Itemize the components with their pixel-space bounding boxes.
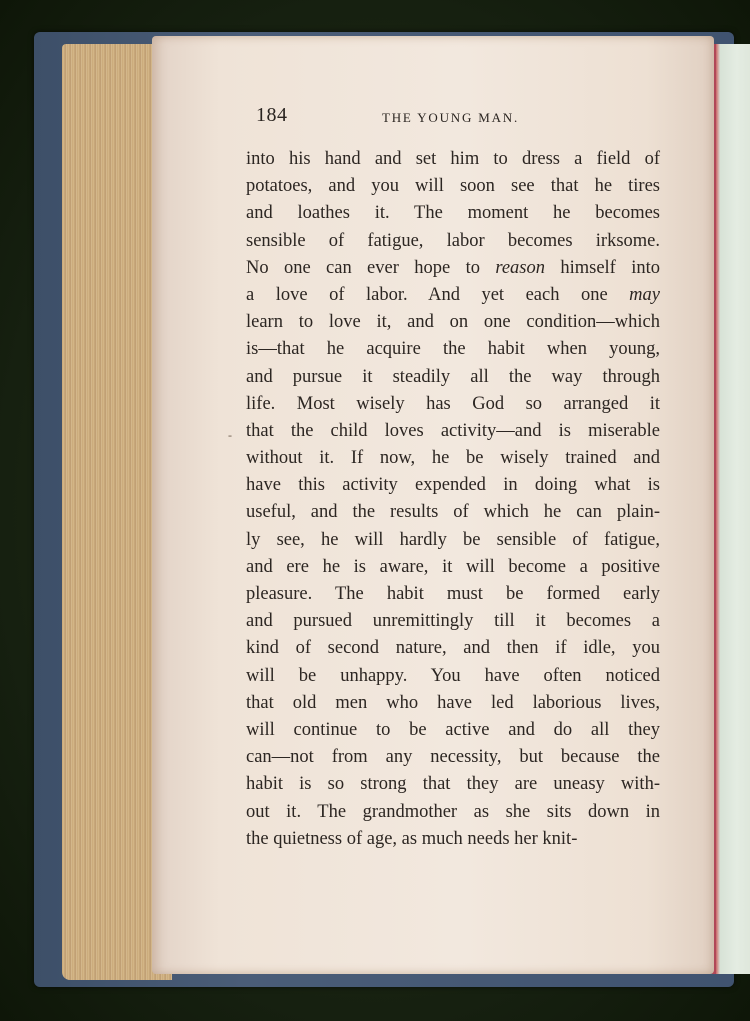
margin-mark: - — [228, 428, 232, 442]
italic-word: may — [629, 284, 660, 305]
text-line: without it. If now, he be wisely trained and — [246, 448, 660, 469]
body-text — [246, 146, 660, 853]
text-line: sensible of fatigue, labor becomes irksome. — [246, 230, 660, 251]
facing-page — [716, 44, 750, 974]
text-line: and pursued unremittingly till it becomes a — [246, 611, 660, 632]
running-head: THE YOUNG MAN. — [382, 110, 520, 125]
text-line: a love of labor. And yet each one may — [246, 284, 660, 305]
text-line: is—that he acquire the habit when young, — [246, 339, 660, 360]
text-line: ly see, he will hardly be sensible of fatigue, — [246, 529, 660, 550]
text-line: and ere he is aware, it will become a positive — [246, 556, 660, 577]
text-line: that the child loves activity—and is miserable — [246, 420, 660, 441]
page-number: 184 — [256, 104, 288, 126]
text-line: kind of second nature, and then if idle, you — [246, 638, 660, 659]
text-line: will be unhappy. You have often noticed — [246, 665, 660, 686]
italic-word: reason — [495, 257, 545, 278]
text-line: into his hand and set him to dress a field of — [246, 149, 660, 169]
page-header — [256, 104, 676, 132]
text-line: can—not from any necessity, but because the — [246, 747, 660, 768]
text-line: habit is so strong that they are uneasy with- — [246, 774, 660, 795]
text-line: No one can ever hope to reason himself into — [246, 257, 660, 278]
text-line: learn to love it, and on one condition—which — [246, 312, 660, 333]
text-line: out it. The grandmother as she sits down in — [246, 801, 660, 822]
text-line: potatoes, and you will soon see that he tires — [246, 176, 660, 197]
text-line: life. Most wisely has God so arranged it — [246, 393, 660, 414]
text-line: pleasure. The habit must be formed early — [246, 584, 660, 604]
text-line: that old men who have led laborious lives, — [246, 692, 660, 713]
text-line: will continue to be active and do all they — [246, 719, 660, 740]
text-line: useful, and the results of which he can plain- — [246, 502, 660, 523]
text-line: and pursue it steadily all the way through — [246, 366, 660, 387]
text-line: and loathes it. The moment he becomes — [246, 203, 660, 224]
text-line: the quietness of age, as much needs her knit- — [246, 828, 578, 849]
text-line: have this activity expended in doing what is — [246, 475, 660, 496]
